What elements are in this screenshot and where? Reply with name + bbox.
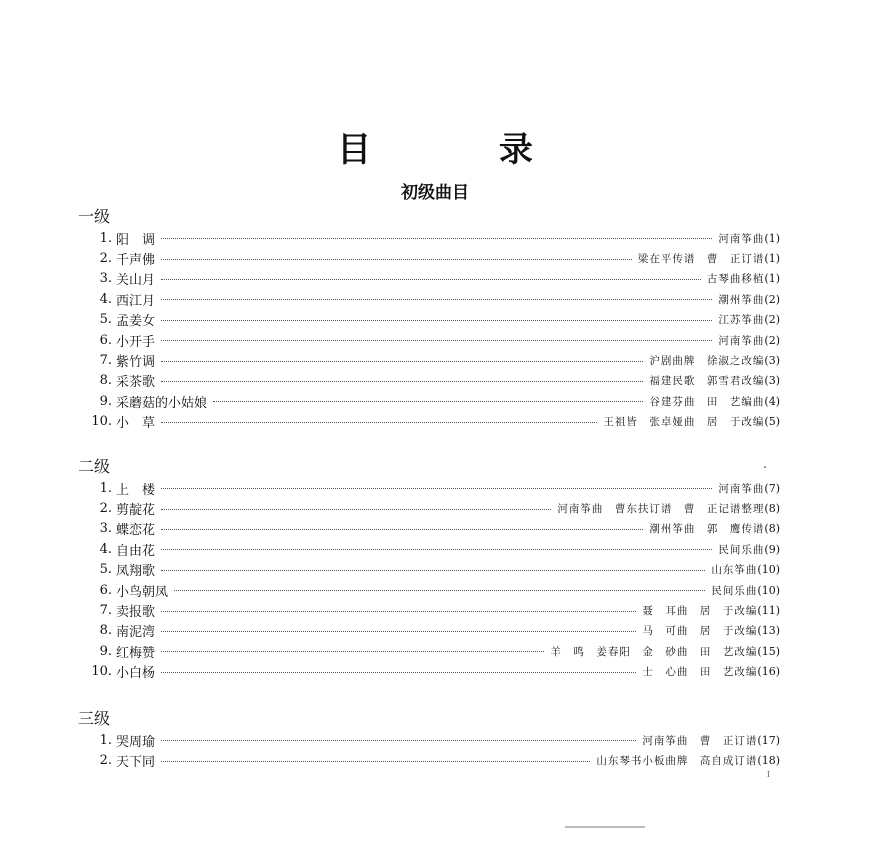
entry-page: (8) (764, 522, 780, 536)
toc-entry (80, 412, 780, 432)
entry-page: (2) (764, 292, 780, 306)
page-subtitle: 初级曲目 (401, 183, 469, 203)
toc-section (80, 456, 780, 682)
dot-leader (161, 739, 636, 741)
entry-page: (3) (764, 374, 780, 388)
entry-page: (17) (757, 733, 780, 747)
entry-source: 民间乐曲 (711, 584, 758, 597)
entry-source: 江苏筝曲 (718, 314, 765, 327)
entry-page: (4) (764, 394, 780, 408)
entry-title: 小 草 (116, 416, 156, 432)
entry-page: (8) (764, 502, 780, 516)
entry-page: (1) (764, 252, 780, 266)
entry-page: (5) (764, 415, 780, 429)
toc-entry (80, 289, 780, 309)
entry-page: (3) (764, 354, 780, 368)
entry-source: 民间乐曲 (718, 543, 765, 556)
entry-title: 哭周瑜 (116, 734, 156, 750)
entry-page: (1) (764, 231, 780, 245)
entry-page: (9) (764, 542, 780, 556)
entry-title: 千声佛 (116, 253, 156, 269)
entry-page: (18) (757, 754, 780, 768)
entry-page: (15) (757, 644, 780, 658)
toc-entry (80, 580, 780, 600)
entry-title: 孟姜女 (116, 314, 156, 330)
entry-page: (16) (757, 665, 780, 679)
entry-source: 梁在平传谱 曹 正订谱 (637, 253, 765, 266)
dot-leader (161, 319, 712, 321)
entry-title: 天下同 (116, 755, 156, 771)
entry-number: 8. (99, 623, 112, 639)
entry-title: 上 楼 (116, 482, 156, 498)
entry-page: (10) (757, 563, 780, 577)
entry-title: 凤翔歌 (116, 564, 156, 580)
toc-entry (80, 498, 780, 518)
entry-title: 西江月 (116, 293, 156, 309)
entry-title: 阳 调 (116, 232, 156, 248)
dot-leader (161, 569, 705, 571)
dot-leader (161, 360, 643, 362)
entry-source: 河南筝曲 曹 正订谱 (642, 734, 758, 747)
dot-leader (174, 589, 705, 591)
toc-entry (80, 371, 780, 391)
entry-number: 5. (99, 562, 112, 578)
toc-entry (80, 600, 780, 620)
entry-page: (11) (757, 604, 780, 618)
entry-number: 5. (99, 312, 112, 328)
entry-number: 1. (99, 230, 112, 246)
scan-speck (764, 466, 766, 468)
dot-leader (161, 528, 643, 530)
entry-number: 6. (99, 582, 112, 598)
toc-entry (80, 662, 780, 682)
entry-source: 羊 鸣 姜春阳 金 砂曲 田 艺改编 (550, 645, 758, 658)
entry-number: 3. (99, 271, 112, 287)
toc-entry (80, 560, 780, 580)
toc-entry (80, 539, 780, 559)
entry-title: 小开手 (116, 334, 156, 350)
entry-source: 福建民歌 郭雪君改编 (649, 375, 765, 388)
entry-number: 4. (99, 541, 112, 557)
entry-number: 2. (99, 501, 112, 517)
entry-source: 河南筝曲 (718, 232, 765, 245)
entry-number: 1. (99, 732, 112, 748)
entry-source: 聂 耳曲 居 于改编 (642, 605, 758, 618)
entry-title: 红梅赞 (116, 645, 156, 661)
level-heading: 一级 (78, 207, 111, 226)
dot-leader (161, 650, 544, 652)
dot-leader (161, 548, 712, 550)
entry-source: 山东琴书小板曲牌 高自成订谱 (596, 755, 758, 768)
entry-number: 3. (99, 521, 112, 537)
entry-source: 潮州筝曲 (718, 293, 765, 306)
entry-page: (2) (764, 333, 780, 347)
entry-number: 10. (91, 664, 112, 680)
entry-number: 7. (99, 353, 112, 369)
entry-number: 2. (99, 251, 112, 267)
toc-entry (80, 519, 780, 539)
level-heading: 二级 (78, 457, 111, 476)
dot-leader (161, 508, 551, 510)
entry-title: 小鸟朝凤 (116, 584, 169, 600)
scan-bottom-line (565, 826, 645, 828)
toc-entry (80, 750, 780, 770)
entry-title: 采茶歌 (116, 375, 156, 391)
page-number-mark: I (766, 770, 770, 779)
entry-source: 谷建芬曲 田 艺编曲 (649, 395, 765, 408)
toc-entry (80, 228, 780, 248)
entry-source: 河南筝曲 (718, 334, 765, 347)
dot-leader (161, 671, 636, 673)
toc-entry (80, 350, 780, 370)
entry-source: 马 可曲 居 于改编 (642, 625, 758, 638)
dot-leader (213, 400, 643, 402)
entry-title: 南泥湾 (116, 625, 156, 641)
entry-page: (2) (764, 313, 780, 327)
entry-number: 9. (99, 393, 112, 409)
entry-title: 紫竹调 (116, 355, 156, 371)
toc-entry (80, 310, 780, 330)
dot-leader (161, 298, 712, 300)
dot-leader (161, 630, 636, 632)
entry-number: 10. (91, 414, 112, 430)
entry-source: 王祖皆 张卓娅曲 居 于改编 (603, 416, 765, 429)
toc-entry (80, 478, 780, 498)
toc-entry (80, 641, 780, 661)
entry-page: (1) (764, 272, 780, 286)
entry-source: 山东筝曲 (711, 564, 758, 577)
entry-source: 河南筝曲 (718, 482, 765, 495)
entry-number: 6. (99, 332, 112, 348)
dot-leader (161, 237, 712, 239)
entry-page: (10) (757, 583, 780, 597)
entry-source: 河南筝曲 曹东扶订谱 曹 正记谱整理 (557, 503, 765, 516)
toc-entry (80, 269, 780, 289)
entry-title: 剪靛花 (116, 503, 156, 519)
entry-number: 2. (99, 753, 112, 769)
dot-leader (161, 487, 712, 489)
toc-section (80, 206, 780, 432)
toc-entry (80, 730, 780, 750)
entry-title: 关山月 (116, 273, 156, 289)
entry-title: 蝶恋花 (116, 523, 156, 539)
entry-number: 8. (99, 373, 112, 389)
entry-title: 小白杨 (116, 666, 156, 682)
entry-page: (13) (757, 624, 780, 638)
entry-number: 9. (99, 643, 112, 659)
entry-source: 沪剧曲牌 徐淑之改编 (649, 355, 765, 368)
entry-page: (7) (764, 481, 780, 495)
dot-leader (161, 278, 701, 280)
entry-source: 士 心曲 田 艺改编 (642, 666, 758, 679)
dot-leader (161, 421, 597, 423)
toc-entry (80, 621, 780, 641)
dot-leader (161, 380, 643, 382)
entry-number: 7. (99, 603, 112, 619)
page-title: 目 录 (337, 130, 591, 170)
dot-leader (161, 610, 636, 612)
toc-entry (80, 248, 780, 268)
dot-leader (161, 760, 590, 762)
entry-title: 采蘑菇的小姑娘 (116, 395, 208, 411)
entry-source: 潮州筝曲 郭 鹰传谱 (649, 523, 765, 536)
toc-entry (80, 391, 780, 411)
entry-title: 卖报歌 (116, 605, 156, 621)
entry-number: 4. (99, 291, 112, 307)
toc-entry (80, 330, 780, 350)
entry-title: 自由花 (116, 543, 156, 559)
dot-leader (161, 258, 632, 260)
level-heading: 三级 (78, 709, 111, 728)
toc-section (80, 708, 780, 771)
entry-number: 1. (99, 480, 112, 496)
entry-source: 古琴曲移植 (706, 273, 765, 286)
dot-leader (161, 339, 712, 341)
